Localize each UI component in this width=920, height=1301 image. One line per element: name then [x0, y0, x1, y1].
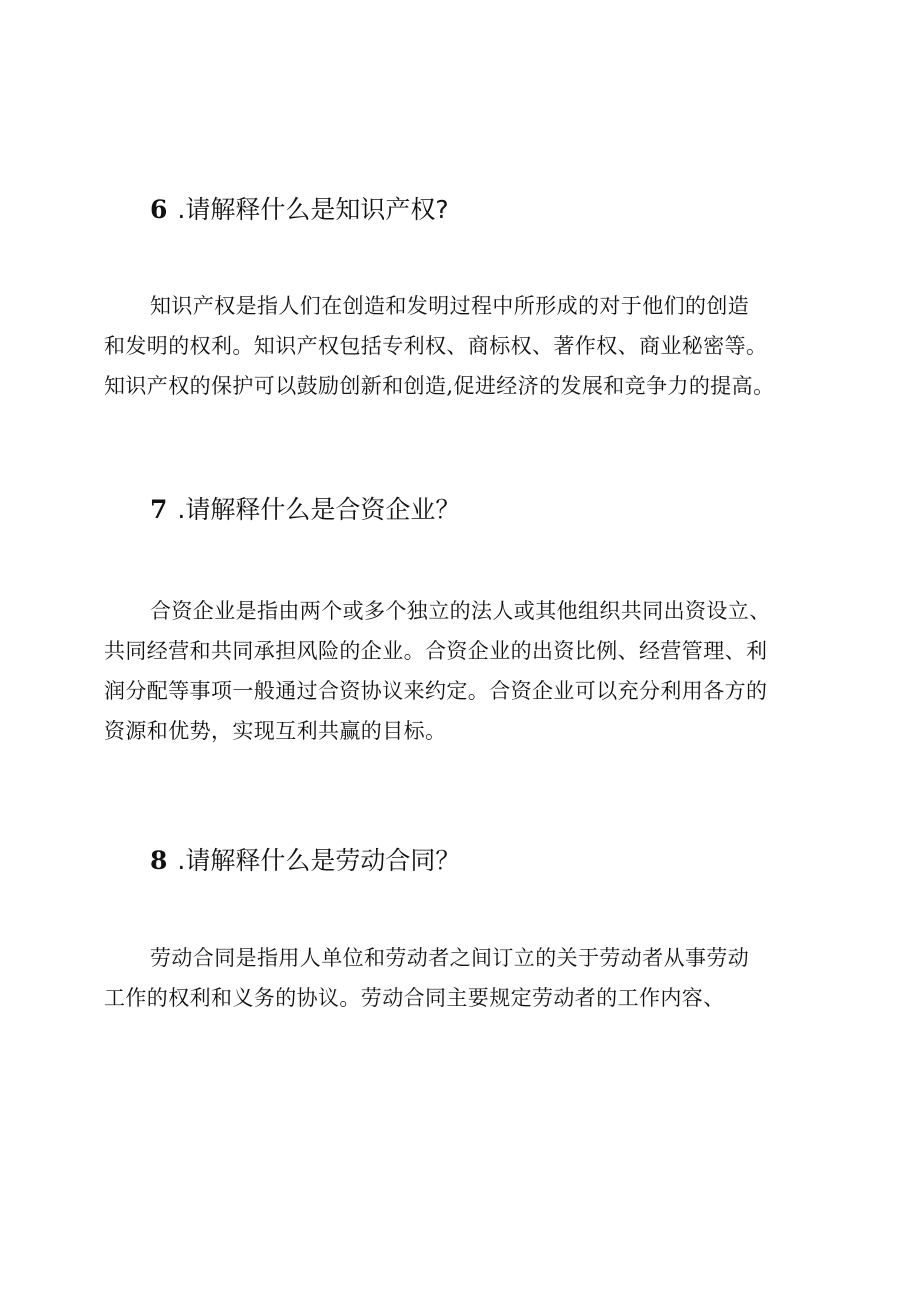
question-7-heading: [150, 494, 460, 526]
question-8-title: .请解释什么是劳动合同？: [177, 846, 461, 875]
answer-6-line-2: 和发明的权利。知识产权包括专利权、商标权、著作权、商业秘密等。: [104, 334, 768, 358]
answer-6-line-1: 知识产权是指人们在创造和发明过程中所形成的对于他们的创造: [150, 294, 750, 318]
question-6-heading: [150, 194, 449, 226]
answer-8-line-2: 工作的权利和义务的协议。劳动合同主要规定劳动者的工作内容、: [104, 986, 725, 1010]
answer-7-line-2: 共同经营和共同承担风险的企业。合资企业的出资比例、经营管理、利: [104, 639, 768, 663]
question-8-number: 8: [150, 846, 168, 875]
answer-7-line-4: 资源和优势，实现互利共赢的目标。: [104, 719, 447, 743]
question-7-title: .请解释什么是合资企业？: [177, 495, 461, 524]
answer-6-line-3: 知识产权的保护可以鼓励创新和创造,促进经济的发展和竞争力的提高。: [104, 374, 775, 398]
answer-7-paragraph: [104, 591, 824, 751]
question-6-number: 6: [150, 195, 168, 224]
answer-7-line-3: 润分配等事项一般通过合资协议来约定。合资企业可以充分利用各方的: [104, 679, 768, 703]
question-7-number: 7: [150, 495, 168, 524]
question-6-title: .请解释什么是知识产权?: [177, 195, 449, 224]
question-8-heading: [150, 845, 460, 877]
answer-8-paragraph: [104, 938, 824, 1018]
answer-8-line-1: 劳动合同是指用人单位和劳动者之间订立的关于劳动者从事劳动: [150, 946, 750, 970]
answer-7-line-1: 合资企业是指由两个或多个独立的法人或其他组织共同出资设立、: [150, 599, 771, 623]
answer-6-paragraph: [104, 286, 824, 406]
